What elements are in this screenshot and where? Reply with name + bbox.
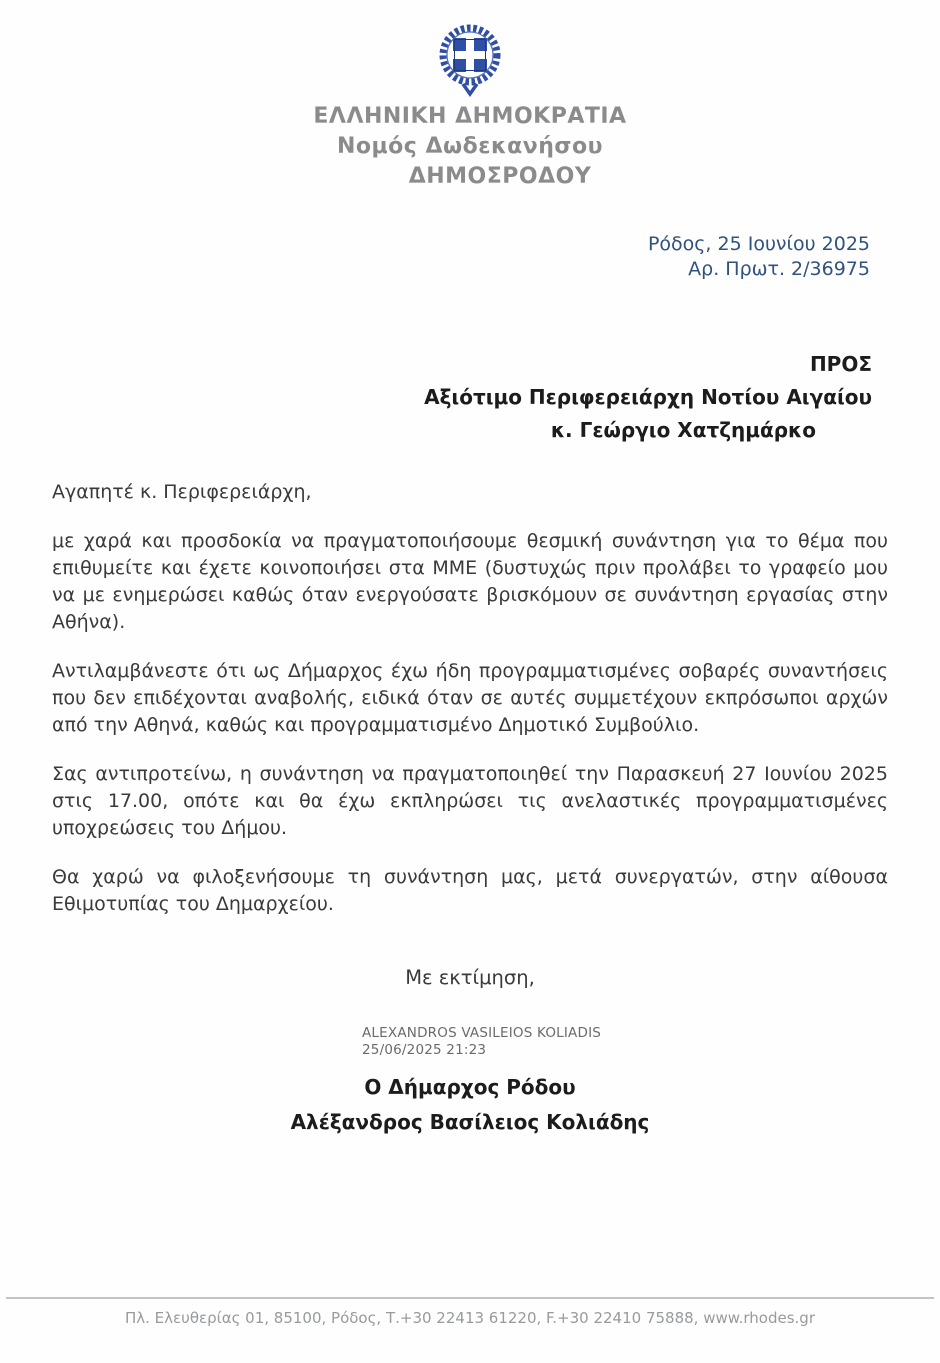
paragraph-3: Σας αντιπροτείνω, η συνάντηση να πραγματοποιηθεί την Παρασκευή 27 Ιουνίου 2025 στις 17.00, οπότε και θα έχω εκπληρώσει τις ανελαστικές προγραμματισμένες υποχρεώσεις του Δήμου.	[52, 763, 888, 839]
footer-divider	[6, 1297, 934, 1299]
digital-signature-stamp	[362, 1025, 940, 1059]
footer	[0, 1297, 940, 1363]
meta-block	[0, 232, 940, 282]
letterhead-municipality: ΔΗΜΟΣΡΟΔΟΥ	[408, 164, 592, 189]
recipient-block	[0, 348, 940, 447]
letterhead-republic: ΕΛΛΗΝΙΚΗ ΔΗΜΟΚΡΑΤΙΑ	[313, 104, 627, 129]
signer-name: Αλέξανδρος Βασίλειος Κολιάδης	[290, 1110, 650, 1134]
letterhead-prefecture: Νομός Δωδεκανήσου	[336, 134, 604, 159]
protocol-number: Αρ. Πρωτ. 2/36975	[688, 258, 870, 280]
recipient-title: Αξιότιμο Περιφερειάρχη Νοτίου Αιγαίου	[424, 385, 872, 409]
valediction: Με εκτίμηση,	[405, 966, 535, 989]
letter-body	[52, 479, 888, 918]
footer-contact-info: Πλ. Ελευθερίας 01, 85100, Ρόδος, Τ.+30 22413 61220, F.+30 22410 75888, www.rhodes.gr	[124, 1309, 815, 1327]
greek-coat-of-arms-icon	[0, 18, 940, 102]
recipient-to-label: ΠΡΟΣ	[809, 352, 872, 376]
digital-signature-datetime: 25/06/2025 21:23	[362, 1042, 487, 1058]
salutation: Αγαπητέ κ. Περιφερειάρχη,	[52, 481, 312, 503]
letterhead	[0, 0, 940, 192]
digital-signature-name: ALEXANDROS VASILEIOS KOLIADIS	[362, 1025, 602, 1041]
signer-title: Ο Δήμαρχος Ρόδου	[364, 1075, 576, 1099]
place-date: Ρόδος, 25 Ιουνίου 2025	[647, 233, 870, 255]
paragraph-2: Αντιλαμβάνεστε ότι ως Δήμαρχος έχω ήδη προγραμματισμένες σοβαρές συναντήσεις που δεν επιδέχονται αναβολής, ειδικά όταν σε αυτές συμμετέχουν εκπρόσωποι αρχών από την Αθηνά, καθώς και προγραμματισμένο Δημοτικό Συμβούλιο.	[52, 660, 888, 736]
paragraph-1: με χαρά και προσδοκία να πραγματοποιήσουμε θεσμική συνάντηση για το θέμα που επιθυμείτε και έχετε κοινοποιήσει στα ΜΜΕ (δυστυχώς πριν προλάβει το γραφείο μου να με ενημερώσει καθώς όταν ενεργούσατε βρισκόμουν σε συνάντηση εργασίας στην Αθήνα).	[52, 530, 888, 633]
paragraph-4: Θα χαρώ να φιλοξενήσουμε τη συνάντηση μας, μετά συνεργατών, στην αίθουσα Εθιμοτυπίας του Δημαρχείου.	[52, 866, 888, 915]
recipient-name: κ. Γεώργιο Χατζημάρκο	[550, 418, 816, 442]
